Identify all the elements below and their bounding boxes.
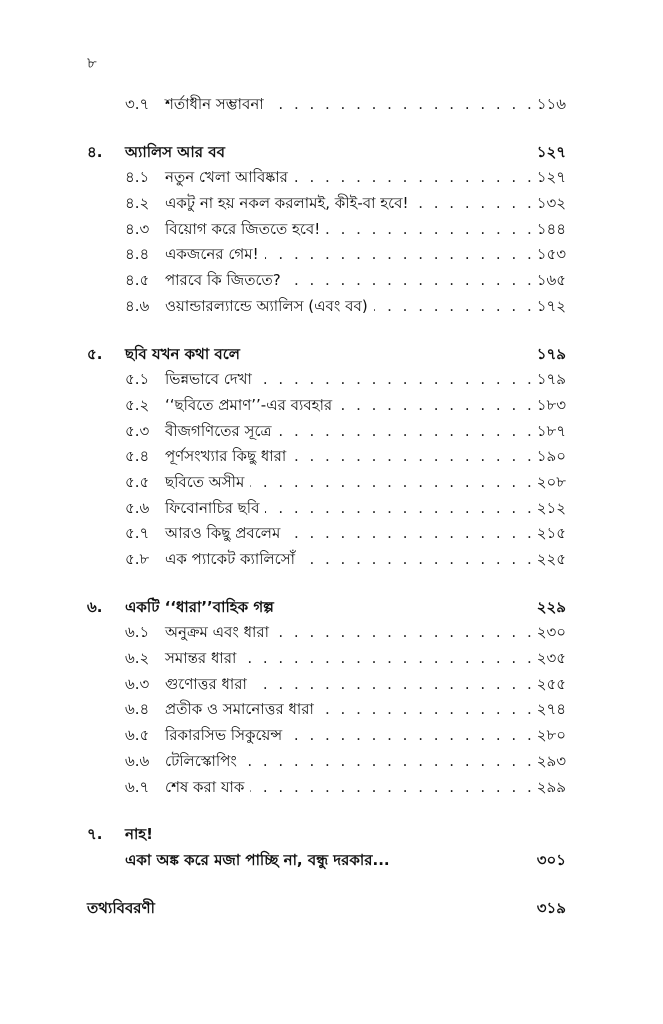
section-title: অনুক্রম এবং ধারা [165, 623, 269, 642]
section-page: ১১৬ [536, 95, 566, 113]
section-title: ছবিতে অসীম [165, 472, 245, 491]
dot-leader [301, 547, 535, 573]
section-number: ৬.২ [125, 649, 150, 668]
toc-group [87, 896, 566, 922]
section-title: আরও কিছু প্রবলেম [165, 524, 281, 543]
dot-leader [258, 367, 535, 393]
section-title: বিয়োগ করে জিততে হবে! [165, 219, 321, 238]
section-number: ৫.৫ [125, 472, 150, 491]
chapter-title: একটি ‘‘ধারা’’বাহিক গল্প [125, 597, 274, 616]
section-page: ২২৫ [536, 550, 566, 568]
toc-section-entry[interactable] [87, 268, 566, 294]
toc-section-entry[interactable] [87, 393, 566, 419]
section-title: একজনের গেম! [165, 245, 259, 264]
section-page: ২৩৫ [536, 649, 566, 668]
toc-section-entry[interactable] [87, 496, 566, 522]
toc-section-entry[interactable] [87, 92, 566, 118]
dot-leader [288, 723, 535, 749]
toc-section-entry[interactable] [87, 294, 566, 320]
section-title: রিকারসিভ সিকুয়েন্স [165, 726, 283, 745]
section-page: ১৪৪ [536, 219, 566, 238]
dot-leader [287, 268, 535, 294]
toc-section-entry[interactable] [87, 646, 566, 672]
section-title: পূর্ণসংখ্যার কিছু ধারা [165, 447, 287, 466]
dot-leader [294, 165, 535, 191]
section-number: ৬.৪ [125, 700, 150, 719]
section-number: ৫.১ [125, 370, 150, 389]
toc-chapter-subtitle[interactable] [87, 848, 566, 874]
toc-section-entry[interactable] [87, 419, 566, 445]
section-page: ১২৭ [536, 168, 566, 187]
dot-leader [292, 444, 535, 470]
chapter-subtitle: একা অঙ্ক করে মজা পাচ্ছি না, বন্ধু দরকার... [125, 850, 390, 869]
section-title: ‘‘ছবিতে প্রমাণ’’-এর ব্যবহার [165, 395, 333, 414]
toc-section-entry[interactable] [87, 672, 566, 698]
toc-section-entry[interactable] [87, 217, 566, 243]
section-title: নতুন খেলা আবিষ্কার [165, 168, 288, 187]
section-title: এক প্যাকেট ক্যালিসোঁ [165, 550, 295, 568]
section-number: ৬.৩ [125, 674, 150, 693]
dot-leader [253, 672, 535, 698]
toc-section-entry[interactable] [87, 620, 566, 646]
section-number: ৪.৩ [125, 219, 150, 238]
section-title: পারবে কি জিততে? [165, 271, 281, 290]
dot-leader [338, 393, 535, 419]
chapter-page: ১৭৯ [536, 344, 566, 363]
dot-leader [414, 191, 534, 217]
section-number: ৪.৫ [125, 271, 150, 290]
dot-leader [326, 217, 535, 243]
section-title: গুণোত্তর ধারা [165, 674, 247, 693]
chapter-page: ২২৯ [536, 597, 566, 616]
toc-chapter-entry[interactable] [87, 822, 566, 848]
section-page: ১৮৩ [536, 395, 566, 414]
dot-leader [270, 92, 535, 118]
section-number: ৫.৭ [125, 524, 150, 543]
page-number: ৮ [87, 54, 97, 72]
toc-section-entry[interactable] [87, 242, 566, 268]
toc-group [87, 595, 566, 801]
toc-section-entry[interactable] [87, 470, 566, 496]
toc-section-entry[interactable] [87, 547, 566, 573]
toc-group [87, 92, 566, 118]
section-title: সমান্তর ধারা [165, 649, 237, 668]
section-page: ২৯৯ [536, 777, 566, 796]
toc-group [87, 822, 566, 873]
section-title: একটু না হয় নকল করলামই, কীই-বা হবে! [165, 194, 409, 213]
section-number: ৬.৬ [125, 751, 150, 770]
section-page: ১৫৩ [536, 245, 566, 264]
dot-leader [242, 646, 534, 672]
section-number: ৪.১ [125, 168, 150, 187]
chapter-title: তথ্যবিবরণী [87, 898, 155, 917]
section-page: ১৭৯ [536, 370, 566, 389]
section-page: ২৮০ [536, 726, 566, 745]
section-title: ভিন্নভাবে দেখা [165, 370, 252, 389]
section-page: ২১৫ [536, 524, 566, 543]
section-title: শর্তাধীন সম্ভাবনা [165, 95, 264, 113]
dot-leader [265, 242, 535, 268]
section-number: ৬.৭ [125, 777, 150, 796]
toc-chapter-entry[interactable] [87, 342, 566, 368]
section-page: ২১২ [536, 498, 566, 517]
toc-chapter-entry[interactable] [87, 595, 566, 621]
section-title: প্রতীক ও সমানোত্তর ধারা [165, 700, 314, 719]
dot-leader [243, 749, 535, 775]
toc-section-entry[interactable] [87, 723, 566, 749]
chapter-title: অ্যালিস আর বব [125, 142, 225, 161]
toc-section-entry[interactable] [87, 191, 566, 217]
dot-leader [374, 294, 535, 320]
section-number: ৪.৪ [125, 245, 150, 264]
section-number: ৪.২ [125, 194, 150, 213]
chapter-title: নাহ! [125, 825, 154, 844]
toc-section-entry[interactable] [87, 775, 566, 801]
section-title: শেষ করা যাক [165, 777, 245, 796]
section-page: ২৭৪ [536, 700, 566, 719]
dot-leader [275, 620, 535, 646]
dot-leader [320, 697, 535, 723]
section-page: ১৭২ [536, 296, 566, 315]
chapter-page: ৩১৯ [536, 898, 566, 917]
toc-group [87, 342, 566, 573]
toc-section-entry[interactable] [87, 521, 566, 547]
dot-leader [265, 496, 534, 522]
toc-section-entry[interactable] [87, 165, 566, 191]
section-number: ৬.৫ [125, 726, 150, 745]
toc-section-entry[interactable] [87, 749, 566, 775]
section-number: ৫.২ [125, 395, 150, 414]
section-title: টেলিস্কোপিং [165, 751, 237, 770]
dot-leader [286, 521, 534, 547]
chapter-number: ৪. [87, 142, 103, 161]
section-title: বীজগণিতের সূত্রে [165, 421, 272, 440]
section-page: ১৩২ [536, 194, 566, 213]
chapter-number: ৬. [87, 597, 103, 616]
section-page: ১৮৭ [536, 421, 566, 440]
toc-section-entry[interactable] [87, 367, 566, 393]
section-number: ৫.৮ [125, 550, 150, 568]
section-page: ২৫৫ [536, 674, 566, 693]
table-of-contents [87, 92, 566, 943]
toc-chapter-entry[interactable] [87, 896, 566, 922]
section-title: ফিবোনাচির ছবি [165, 498, 260, 517]
toc-chapter-entry[interactable] [87, 140, 566, 166]
section-page: ২০৮ [536, 472, 566, 491]
chapter-number: ৫. [87, 344, 103, 363]
section-number: ৫.৪ [125, 447, 150, 466]
toc-group [87, 140, 566, 320]
dot-leader [278, 419, 535, 445]
chapter-page: ৩০১ [536, 850, 566, 869]
chapter-number: ৭. [87, 825, 103, 844]
section-page: ১৬৫ [536, 271, 566, 290]
chapter-title: ছবি যখন কথা বলে [125, 344, 240, 363]
section-title: ওয়ান্ডারল্যান্ডে অ্যালিস (এবং বব) [165, 296, 368, 315]
section-number: ৩.৭ [125, 95, 150, 113]
dot-leader [250, 470, 534, 496]
section-number: ৬.১ [125, 623, 150, 642]
section-page: ২৯৩ [536, 751, 566, 770]
section-page: ১৯০ [536, 447, 566, 466]
toc-section-entry[interactable] [87, 697, 566, 723]
section-number: ৫.৬ [125, 498, 150, 517]
dot-leader [250, 775, 534, 801]
section-number: ৫.৩ [125, 421, 150, 440]
section-page: ২৩০ [536, 623, 566, 642]
chapter-page: ১২৭ [536, 142, 566, 161]
toc-section-entry[interactable] [87, 444, 566, 470]
section-number: ৪.৬ [125, 296, 150, 315]
